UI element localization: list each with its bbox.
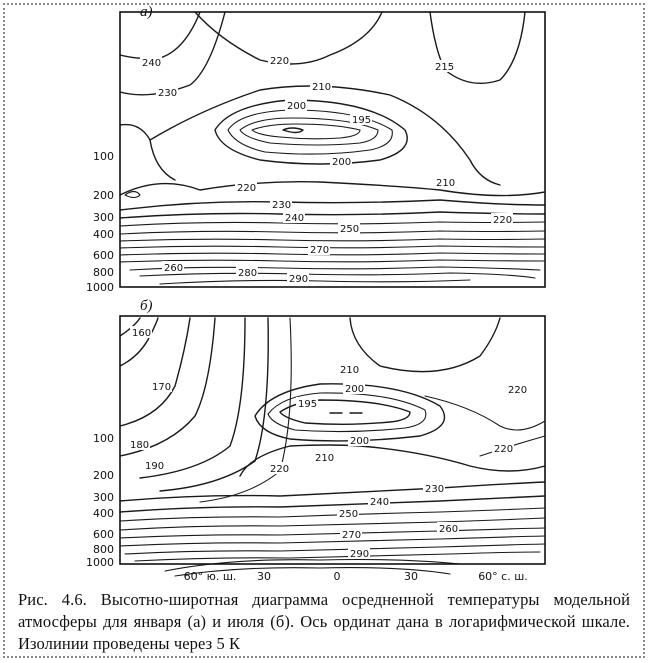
svg-text:180: 180 [130, 440, 150, 451]
svg-text:260: 260 [439, 524, 459, 535]
y-axis-ticks-a [86, 150, 114, 294]
svg-text:270: 270 [310, 245, 330, 256]
figure-caption: Рис. 4.6. Высотно-широтная диаграмма осредненной температуры модельной атмосферы для января (а) и июля (б). Ось ординат дана в логарифмической шкале. Изолинии проведены через 5 К [18, 590, 630, 653]
svg-text:800: 800 [93, 543, 114, 556]
svg-text:195: 195 [352, 115, 372, 126]
svg-text:290: 290 [350, 549, 370, 560]
panel-label-b: б) [140, 298, 153, 314]
svg-text:210: 210 [315, 453, 335, 464]
svg-text:290: 290 [289, 274, 309, 285]
svg-text:200: 200 [332, 157, 352, 168]
svg-text:230: 230 [272, 200, 292, 211]
contour-labels-a [140, 54, 513, 285]
plot-area-a [120, 12, 545, 287]
svg-text:600: 600 [93, 528, 114, 541]
x-axis-ticks [184, 570, 528, 583]
svg-text:800: 800 [93, 266, 114, 279]
svg-text:600: 600 [93, 249, 114, 262]
svg-text:210: 210 [436, 178, 456, 189]
svg-text:160: 160 [132, 328, 152, 339]
svg-text:220: 220 [237, 183, 257, 194]
svg-text:210: 210 [312, 82, 332, 93]
svg-text:170: 170 [152, 382, 172, 393]
svg-text:195: 195 [298, 399, 318, 410]
contour-panel-july [0, 296, 650, 586]
svg-text:200: 200 [350, 436, 370, 447]
svg-text:200: 200 [345, 384, 365, 395]
svg-text:60° с. ш.: 60° с. ш. [478, 570, 528, 583]
svg-text:1000: 1000 [86, 556, 114, 569]
svg-text:230: 230 [425, 484, 445, 495]
svg-text:300: 300 [93, 211, 114, 224]
y-axis-ticks-b [86, 432, 114, 569]
isotherm-lines [120, 318, 545, 576]
svg-text:230: 230 [158, 88, 178, 99]
svg-text:0: 0 [333, 570, 341, 583]
svg-text:240: 240 [142, 58, 162, 69]
svg-text:215: 215 [435, 62, 455, 73]
svg-text:190: 190 [145, 461, 165, 472]
svg-text:260: 260 [164, 263, 184, 274]
svg-text:400: 400 [93, 507, 114, 520]
svg-text:220: 220 [508, 385, 528, 396]
svg-text:220: 220 [494, 444, 514, 455]
svg-text:250: 250 [339, 509, 359, 520]
contour-panel-january [0, 0, 650, 300]
svg-text:240: 240 [370, 497, 390, 508]
svg-text:220: 220 [493, 215, 513, 226]
svg-text:400: 400 [93, 228, 114, 241]
svg-text:300: 300 [93, 491, 114, 504]
svg-text:100: 100 [93, 432, 114, 445]
svg-text:30: 30 [257, 570, 271, 583]
isotherm-lines [120, 12, 545, 284]
svg-text:220: 220 [270, 56, 290, 67]
svg-text:200: 200 [287, 101, 307, 112]
svg-text:60° ю. ш.: 60° ю. ш. [183, 570, 237, 583]
svg-text:200: 200 [93, 469, 114, 482]
svg-text:210: 210 [340, 365, 360, 376]
svg-text:240: 240 [285, 213, 305, 224]
svg-text:200: 200 [93, 189, 114, 202]
svg-text:100: 100 [93, 150, 114, 163]
svg-text:280: 280 [238, 268, 258, 279]
svg-text:270: 270 [342, 530, 362, 541]
svg-text:220: 220 [270, 464, 290, 475]
panel-label-a: а) [140, 4, 153, 20]
svg-text:250: 250 [340, 224, 360, 235]
svg-text:30: 30 [404, 570, 418, 583]
svg-text:1000: 1000 [86, 281, 114, 294]
